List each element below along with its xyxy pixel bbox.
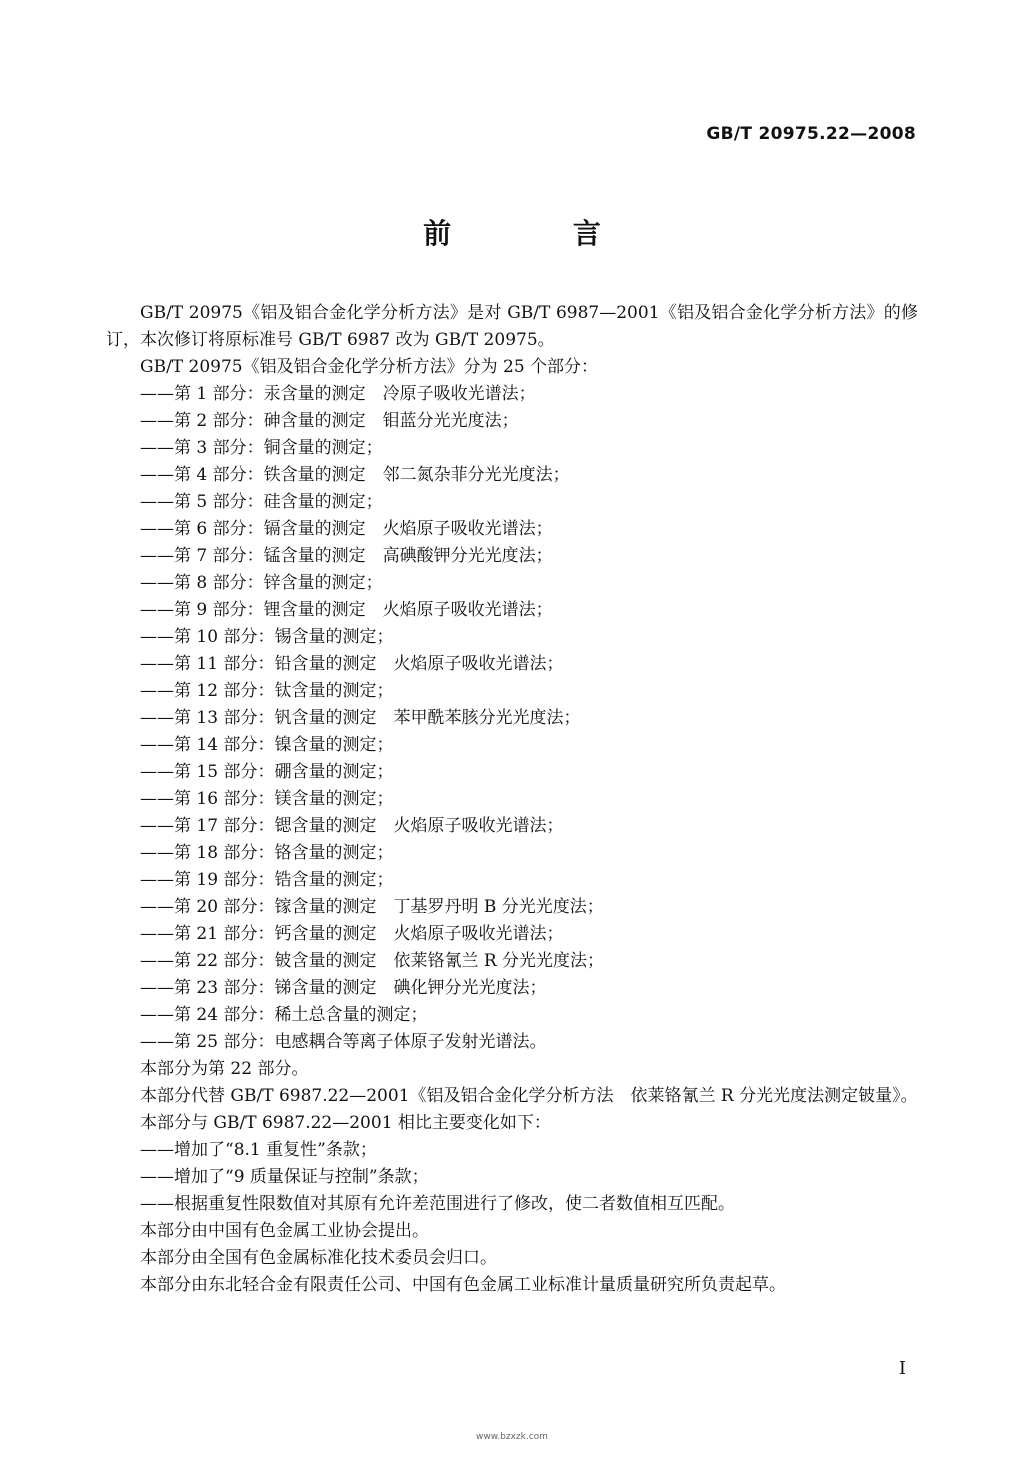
list-item: ——第 8 部分：锌含量的测定； — [140, 573, 383, 593]
intro-paragraph: GB/T 20975《铝及铝合金化学分析方法》分为 25 个部分： — [140, 357, 599, 377]
standard-code: GB/T 20975.22—2008 — [706, 124, 916, 144]
page-title: 前 言 — [423, 217, 657, 250]
changes-list — [106, 1137, 918, 1218]
list-item: ——第 11 部分：铅含量的测定 火焰原子吸收光谱法； — [140, 654, 564, 674]
page-number: I — [898, 1358, 906, 1379]
list-item: ——第 19 部分：锆含量的测定； — [140, 870, 394, 890]
list-item: ——增加了“9 质量保证与控制”条款； — [140, 1167, 429, 1187]
list-item: ——第 24 部分：稀土总含量的测定； — [140, 1005, 428, 1025]
list-item: ——第 12 部分：钛含量的测定； — [140, 681, 394, 701]
list-item: ——第 16 部分：镁含量的测定； — [140, 789, 394, 809]
list-item: ——第 3 部分：铜含量的测定； — [140, 438, 383, 458]
list-item: ——第 2 部分：砷含量的测定 钼蓝分光光度法； — [140, 411, 519, 431]
list-item: ——第 1 部分：汞含量的测定 冷原子吸收光谱法； — [140, 384, 536, 404]
list-item: ——第 6 部分：镉含量的测定 火焰原子吸收光谱法； — [140, 519, 553, 539]
list-item: ——第 18 部分：铬含量的测定； — [140, 843, 394, 863]
list-item: ——根据重复性限数值对其原有允许差范围进行了修改，使二者数值相互匹配。 — [140, 1194, 735, 1214]
closing-paragraph: 本部分由东北轻合金有限责任公司、中国有色金属工业标准计量质量研究所负责起草。 — [140, 1275, 786, 1295]
list-item: ——第 22 部分：铍含量的测定 依莱铬氰兰 R 分光光度法； — [140, 951, 605, 971]
list-item: ——第 15 部分：硼含量的测定； — [140, 762, 394, 782]
closing-paragraph: 本部分由全国有色金属标准化技术委员会归口。 — [140, 1248, 497, 1268]
intro-paragraph: GB/T 20975《铝及铝合金化学分析方法》是对 GB/T 6987—2001《铝及铝合金化学分析方法》的修订，本次修订将原标准号 GB/T 6987 改为 GB/T 20975。 — [106, 303, 918, 350]
parts-list — [106, 381, 918, 1056]
list-item: ——第 5 部分：硅含量的测定； — [140, 492, 383, 512]
list-item: ——第 17 部分：锶含量的测定 火焰原子吸收光谱法； — [140, 816, 564, 836]
list-item: ——第 7 部分：锰含量的测定 高碘酸钾分光光度法； — [140, 546, 553, 566]
list-item: ——增加了“8.1 重复性”条款； — [140, 1140, 377, 1160]
footer-watermark-url: www.bzxzk.com — [476, 1432, 548, 1442]
replaces-paragraph: 本部分代替 GB/T 6987.22—2001《铝及铝合金化学分析方法 依莱铬氰兰 R 分光光度法测定铍量》。 — [140, 1086, 918, 1106]
list-item: ——第 4 部分：铁含量的测定 邻二氮杂菲分光光度法； — [140, 465, 570, 485]
document-body — [106, 300, 918, 1299]
list-item: ——第 23 部分：锑含量的测定 碘化钾分光光度法； — [140, 978, 547, 998]
part-number-paragraph: 本部分为第 22 部分。 — [140, 1059, 309, 1079]
list-item: ——第 21 部分：钙含量的测定 火焰原子吸收光谱法； — [140, 924, 564, 944]
list-item: ——第 13 部分：钒含量的测定 苯甲酰苯胲分光光度法； — [140, 708, 581, 728]
list-item: ——第 10 部分：锡含量的测定； — [140, 627, 394, 647]
list-item: ——第 20 部分：镓含量的测定 丁基罗丹明 B 分光光度法； — [140, 897, 604, 917]
list-item: ——第 9 部分：锂含量的测定 火焰原子吸收光谱法； — [140, 600, 553, 620]
changes-paragraph: 本部分与 GB/T 6987.22—2001 相比主要变化如下： — [140, 1113, 551, 1133]
closing-paragraph: 本部分由中国有色金属工业协会提出。 — [140, 1221, 429, 1241]
list-item: ——第 25 部分：电感耦合等离子体原子发射光谱法。 — [140, 1032, 547, 1052]
list-item: ——第 14 部分：镍含量的测定； — [140, 735, 394, 755]
